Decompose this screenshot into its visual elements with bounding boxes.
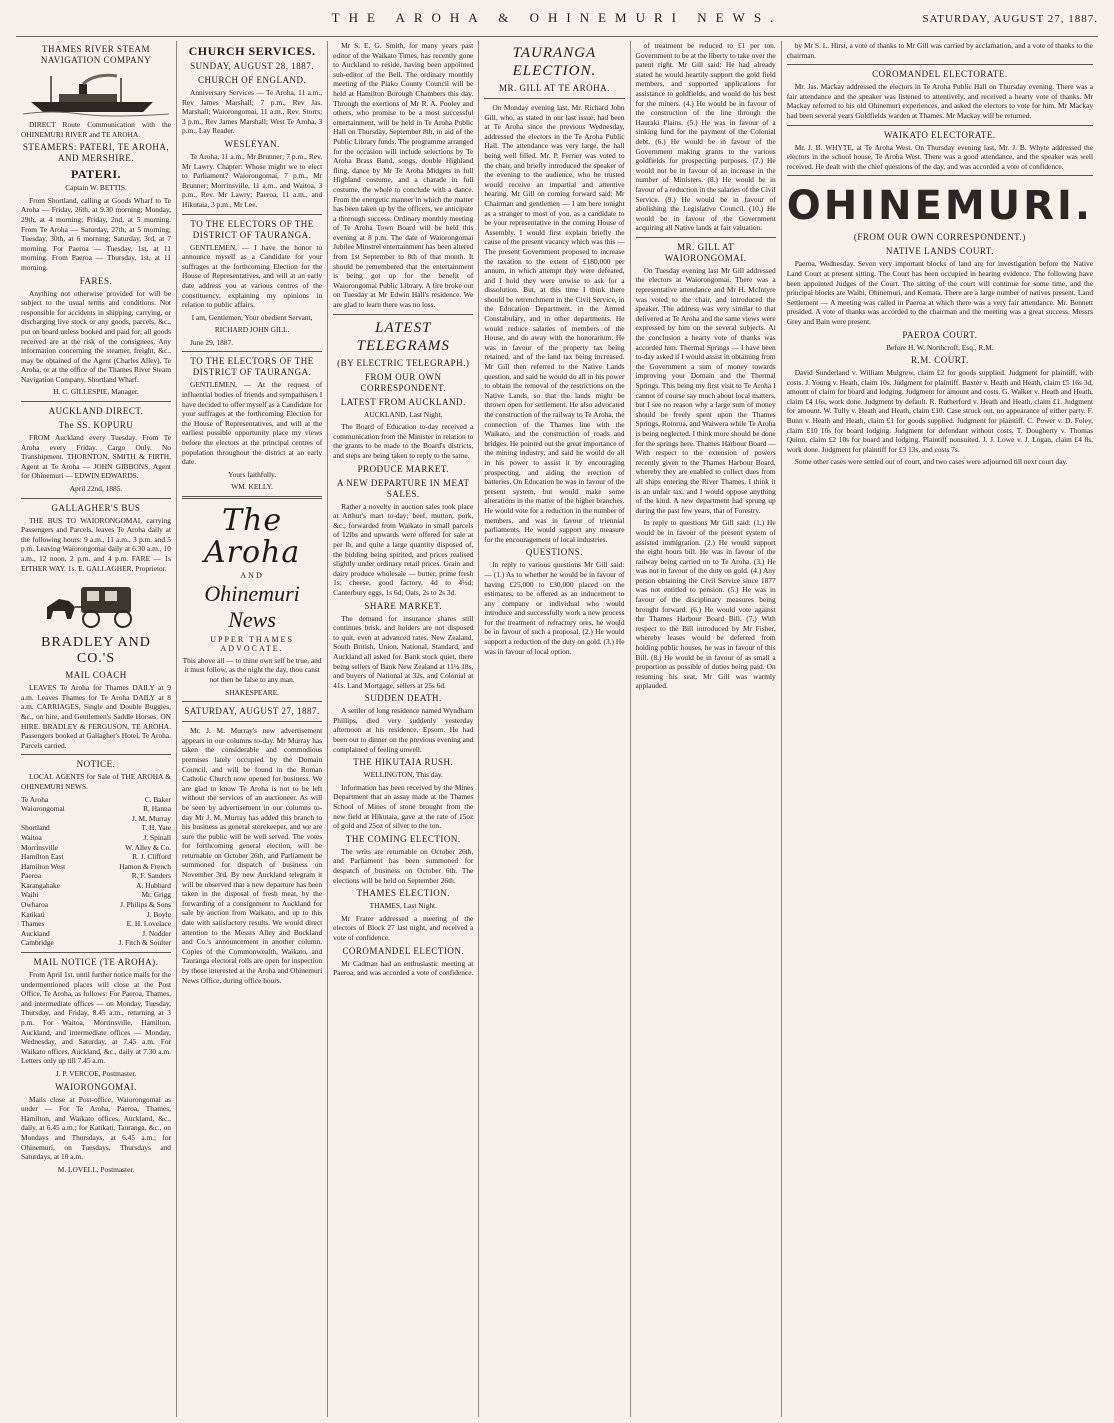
agent-name: T. H. Yate bbox=[141, 823, 171, 833]
rm-court-body: David Sunderland v. William Mulgrew, claim £2 for goods supplied. Judgment for plaintiff, with costs. J. Young v. Heath, claim 10s. Judgment for plaintiff. Baxter v. Heath and Heath, claim £5 16s 3d, amount of claim for board and lodging. Judgment for amount and costs. G. Walker v. Heath and Heath, claim £4 16s, work done. Judgment by default. R. Rutherford v. Heath and Heath, claim £1. Judgment for amount. W. Tully v. Heath and Heath, claim £10. Case struck out, no appearance of either party. F. Bunn v. Heath and Heath, claim £1 for goods supplied. Judgment for plaintiff. C. Power v. D. Foley, claim £10 10s for board lodging. Judgment for defendant without costs. T. Dougherty v. Thomas Quinn, claim £2 10s for board and lodging. Plaintiff nonsuited. J. J. Lowe v. J. Logan, claim £4 8s, work done. Judgment for plaintiff for £3 13s, and costs 7s. bbox=[786, 368, 1094, 454]
nameplate-the-aroha: The Aroha bbox=[203, 503, 301, 570]
gill-waiorongomai-body: On Tuesday evening last Mr Gill addressed the electors at Waiorongomai. There was a representative attendance and Mr H. McIntyre was voted to the chair, and introduced the speaker. The address was very similar to that delivered at Te Aroha and the same views were expressed by him on the several subjects. At the conclusion a hearty vote of thanks was accorded him. Thermal Springs — I have been to-day asked if I would assist in obtaining from the Government a sum of money towards improving your Domain and the Thermal Springs. This being my first visit to Te Aroha I cannot of course say much about local matters, but I see no reason why a large sum of money should be freely spent upon the Thames Springs, Rotorua, and Waiwera while Te Aroha is being neglected. I think more should be done for the springs here. Thames Harbour Board — With respect to the extension of powers recently given to the Thames Harbour Board, whereby they are enabled to collect dues from all ships entering the River Thames, I think it is an unfair tax, and I would oppose anything of the kind. A new department had sprung up during the past few years, that of Forestry. bbox=[635, 265, 776, 515]
bradley-sub: MAIL COACH bbox=[65, 670, 127, 681]
bradley-heading: BRADLEY AND CO.'S bbox=[41, 635, 151, 667]
column-3 bbox=[328, 41, 479, 1417]
nameplate-ohinemuri-news: Ohinemuri News bbox=[204, 580, 300, 632]
agent-row bbox=[21, 833, 171, 843]
paeroa-court-heading: PAEROA COURT. bbox=[902, 329, 978, 340]
electors-sign-1: RICHARD JOHN GILL. bbox=[214, 325, 290, 335]
auckland-ship: The SS. KOPURU bbox=[58, 420, 134, 431]
divider bbox=[787, 175, 1093, 176]
mail-heading: MAIL NOTICE (TE AROHA). bbox=[33, 957, 159, 968]
agent-place: Hamilton West bbox=[21, 861, 66, 871]
electors-heading-1: TO THE ELECTORS OF THE DISTRICT OF TAURANGA. bbox=[190, 218, 314, 240]
hikutaia-body: Information has been received by the Mines Department that an assay made at the Thames School of Mines of stone brought from the new field at Hikutaia, gave at the rate of 15oz of gold and 25oz of silver to the ton. bbox=[333, 782, 474, 831]
election-heading: THE COMING ELECTION. bbox=[345, 833, 461, 844]
nameplate-motto-source: SHAKESPEARE. bbox=[225, 687, 280, 697]
agent-row bbox=[21, 890, 171, 900]
divider bbox=[182, 214, 322, 215]
electors-sign-2: WM. KELLY. bbox=[231, 482, 273, 492]
agent-row bbox=[21, 929, 171, 939]
native-lands-body: Paeroa, Wednesday. Seven very important blocks of land are for investigation before the Native Land Court at present sitting. The Court has been occupied in hearing evidence. The following have been appointed Judges of the Court. The sitting of the court will continue for some time, and the principal blocks are Waihi, Ohinemuri, and Komata. There are a large number of natives present. Land Settlement — A meeting was called in Paeroa at which there was a very fair attendance. Mr. Bennett presided. A vote of thanks was accorded to the chairman and the meeting was a great success. Messrs Grey and Bain were present. bbox=[786, 259, 1094, 326]
death-heading: SUDDEN DEATH. bbox=[364, 693, 442, 704]
electors-body-1: GENTLEMEN, — I have the honor to announce myself as a Candidate for your suffrages at the forthcoming Election for the House of Representatives, and will at an early date address you at various centres of the constituency, explaining my opinions in relation to public affairs. bbox=[182, 242, 323, 310]
column-5 bbox=[631, 41, 782, 1417]
questions-body: In reply to various questions Mr Gill said: — (1.) As to whether he would be in favour of having £25,000 to £30,000 placed on the estimates, to be offered as an inducement to any company or individual who would introduce and successfully work a new process for the treatment of refractory ores, he would be in favour of such a proposal. (2.) He would support a reduction of the duty on gold. (3.) He was in favour of local option. bbox=[484, 560, 625, 656]
column-6 bbox=[782, 41, 1098, 1417]
divider bbox=[182, 701, 322, 702]
masthead bbox=[16, 10, 1098, 37]
agent-name: Mr. Grigg bbox=[141, 890, 171, 900]
ohinemuri-heading: OHINEMURI. bbox=[786, 183, 1094, 230]
divider bbox=[21, 401, 171, 402]
agent-row bbox=[21, 795, 171, 805]
church-date: SUNDAY, AUGUST 28, 1887. bbox=[190, 61, 315, 71]
share-heading: SHARE MARKET. bbox=[364, 600, 443, 611]
produce-sub: A NEW DEPARTURE IN MEAT SALES. bbox=[337, 477, 470, 499]
waiorongomai-heading: WAIORONGOMAI. bbox=[55, 1081, 137, 1092]
native-lands-heading: NATIVE LANDS COURT. bbox=[885, 246, 994, 257]
agent-row bbox=[21, 938, 171, 948]
continued-body: of treatment be reduced to £1 per ton. Government to be at the liberty to take over the patent right. Mr Gill said: He had already stated he would heartily support the gold field members, and supported applications for assistance to goldfields, and would do his best for the miners. (4.) He would be in favour of the construction of the line through the Hauraki Plains. (5.) He was in favour of a sinking fund for the payment of the Colonial debt. (6.) He would be in favour of the Government making grants to the various goldfields for prospecting purposes. (7.) He would not be in favour of an increase in the number of Ministers. (8.) He would be in favour of a reduction in the salaries of the Civil Service. (9.) He would be in favour of abolishing the Legislative Council. (10.) He would be in favour of the Government acquiring all Native lands at fair valuation. bbox=[635, 41, 776, 233]
local-news-body: Mr S. E. G. Smith, for many years past editor of the Waikato Times, has recently gone to Auckland to reside, having been appointed sub-editor of the Bell. The ordinary monthly meeting of the Piako County Council will be held at Hamilton Borough Chambers this day. Through the exertions of Mr R. A. Pooley and others, who promise to be a most successful entertainment, will be held in Te Aroha Public Hall on Thursday, September 8th, in aid of the Public Library funds. The programme arranged for the occasion will include selections by Te Aroha Brass Band, songs, double Highland fling, dance by Mr Te Aroha Midgets in full Highland costume, and a charade in full costume, the whole to conclude with a dance. From the energetic manner in which the matter has been taken up by the officers, we anticipate a thorough success. Ordinary monthly meeting of Te Aroha Town Board will be held this evening at 8 p.m. The date of Waiorongomai Jubilee Minstrel entertainment has been altered from 1st September to 8th of that month. It should be remembered that the entertainment is being got up for the benefit of Waiorongomai Public Library. A fire broke out on Tuesday at Mr Edwin Hall's residence. We are glad to learn there was no loss. bbox=[333, 41, 474, 310]
church-heading: CHURCH SERVICES. bbox=[188, 44, 316, 58]
notice-heading: NOTICE. bbox=[76, 759, 116, 770]
pateri-captain: Captain W. BETTIS. bbox=[65, 183, 127, 193]
questions-heading: QUESTIONS. bbox=[525, 547, 584, 558]
agent-name: R. J. Clifford bbox=[132, 852, 171, 862]
divider bbox=[182, 721, 322, 722]
nameplate-motto: This above all — to thine own self be true, and it must follow, as the night the day, thou canst not then be false to any man. bbox=[182, 655, 322, 684]
columns bbox=[16, 41, 1098, 1417]
agent-row bbox=[21, 862, 171, 872]
agent-row bbox=[21, 871, 171, 881]
divider bbox=[787, 64, 1093, 65]
fares-heading: FARES. bbox=[79, 275, 113, 286]
share-body: The demand for insurance shares still continues brisk, and holders are not disposed to quit, even at advanced rates. New Zealand, South British, Union, National, Standard, and Auckland all asked for. Bank stock quiet, there being sellers of Bank New Zealand at 11½ 18s, and buyers of National at 32s, and Colonial at 41s. Land Mortgage, sellers at 25s 6d. bbox=[333, 613, 474, 690]
mail-body: From April 1st, until further notice mails for the undermentioned places will close at the Post Office, Te Aroha, as follows: For Paeroa, Thames, and intermediate offices — on Monday, Tuesday, Thursday, and Friday, 8.45 a.m., returning at 3 p.m. For Waitoa, Morrinsville, Hamilton, Auckland, and intermediate offices — Monday, Wednesday, and Saturday, at 7.45 a.m. For Waikato offices, Auckland, &c., daily at 7.30 a.m. Letters only up till 7.45 a.m. bbox=[21, 970, 171, 1066]
produce-body: Rather a novelty in auction sales took place at Arthur's mart to-day; beef, mutton, pork, &c., forwarded from Waikato in small parcels of 12lbs and upwards were offered for sale at per lb, and quite a large quantity disposed of, the bidding being spirited, and prices realised slightly under ordinary retail prices. Grain and dairy produce wholesale — butter, prime fresh 1s; cheese, good factory, 4d to 4½d; Canterbury eggs, 1s 6d; Oats, 2s to 2s 3d. bbox=[333, 501, 474, 597]
death-body: A settler of long residence named Wyndham Phillips, died very suddenly yesterday afternoon at his residence, Epsom. He had been out to dinner on the previous evening and complained of feeling unwell. bbox=[333, 706, 474, 754]
rm-court-close: Some other cases were settled out of court, and two cases were adjourned till next court day. bbox=[794, 457, 1068, 467]
divider bbox=[21, 498, 171, 499]
electors-close-2: Yours faithfully, bbox=[228, 469, 277, 479]
nameplate bbox=[182, 505, 322, 654]
tauranga-election-heading: TAURANGA ELECTION. bbox=[512, 45, 597, 79]
electors-heading-2: TO THE ELECTORS OF THE DISTRICT OF TAURANGA. bbox=[190, 356, 314, 378]
agent-name: J. Boyle bbox=[146, 909, 171, 919]
nameplate-date: SATURDAY, AUGUST 27, 1887. bbox=[184, 706, 320, 717]
agent-name: J. Spinall bbox=[143, 832, 171, 842]
divider bbox=[787, 125, 1093, 126]
steamship-illustration bbox=[21, 70, 171, 116]
divider bbox=[636, 237, 776, 238]
gill-waiorongomai-close: In reply to questions Mr Gill said: (1.) He would be in favour of the present system of assisted immigration. (2.) He would support the eight hours bill. He was in favour of the railway being carried on to Te Aroha. (3.) He was not in favour of the duty on gold. (4.) Any person obtaining the Civil Service since 1877 was not entitled to pension. (5.) He was in favour of the disciplinary measures being brought forward. (6.) He would vote against the Thames Harbour Board Bill. (7.) With respect to the Bill introduced by Mr Fisher, whereby leases would be deferred from holding public houses, he was in favour of this Bill. (8.) He would be in favour of as small a proportion as possible of duties being paid. On resuming his seat, Mr Gill was warmly applauded. bbox=[635, 518, 776, 691]
agent-place: Thames bbox=[21, 919, 45, 929]
wesleyan-heading: WESLEYAN. bbox=[224, 138, 280, 149]
produce-heading: PRODUCE MARKET. bbox=[357, 463, 449, 474]
divider bbox=[484, 98, 624, 99]
hikutaia-heading: THE HIKUTAIA RUSH. bbox=[353, 757, 454, 768]
paeroa-court-body: Before H. W. Northcroft, Esq., R.M. bbox=[886, 342, 994, 352]
editorial-body: Mr. J. M. Murray's new advertisement appears in our columns to-day. Mr Murray has taken the considerable and commodious premises lately occupied by the Domain Council, and will be found in the Roman Catholic Church now opened for business. We are glad to know Te Aroha is not to be left without the services of an auctioneer. As will be seen by advertisement in our columns to-day Mr J. M. Murray has added this branch to his business as general storekeeper, and we are sure the public will be well served. The votes for forthcoming general election, will be returnable on October 26th, and Parliament be summoned for dispatch of business on November 3rd. By new Auckland telegram it will be observed that a new departure has been taken in the disposal of fresh meat, by the forwarding of a consignment to Auckland for sale by auction from Waikato, and up to this date with satisfactory results. We would direct attention to the Messrs Alley and Buckland and Co.'s announcement in another column. Copies of the Commonwealth, Waikato, and Tauranga electoral rolls are open for inspection by those interested at the Aroha and Ohinemuri News Office, during office hours. bbox=[182, 726, 323, 985]
gill-waiorongomai-heading: MR. GILL AT WAIORONGOMAI. bbox=[664, 241, 747, 263]
agent-name: C. Baker bbox=[144, 794, 171, 804]
agent-name: J. M. Murray bbox=[131, 813, 171, 823]
column-1 bbox=[16, 41, 177, 1417]
agent-place: Karangahake bbox=[21, 880, 60, 890]
agent-row bbox=[21, 900, 171, 910]
electors-date-1: June 29, 1887. bbox=[190, 337, 234, 347]
coromandel-body: Mr Cadman had an enthusiastic meeting at Paeroa, and was accorded a vote of confidence. bbox=[333, 958, 474, 978]
fares-note: Anything not otherwise provided for will be subject to the usual terms and conditions. Not responsible for accidents in shipping, carrying, or discharging live stock or any goods, parcels, &c., put on board unless booked and paid for; all goods received are at the risk of the consignees. Any information concerning the steamer, freight, &c., may be obtained of the Agent (Charles Alley), Te Aroha, or at the office of the Thames River Steam Navigation Company, Shortland Wharf. bbox=[21, 288, 171, 384]
fares-sign: H. C. GILLESPIE, Manager. bbox=[53, 387, 139, 397]
rm-court-heading: R.M. COURT. bbox=[910, 355, 969, 366]
agent-name: Hamon & French bbox=[119, 861, 171, 871]
agents-list bbox=[21, 795, 171, 949]
waikato-electorate-body: Mr. J. B. WHYTE, at Te Aroha West. On Thursday evening last, Mr. J. B. Whyte addressed the electors in the school house, Te Aroha West. There was a good attendance, and the speaker was well received. He dealt with the chief questions of the day, and was accorded a vote of confidence. bbox=[786, 142, 1094, 171]
mail-sign: J. P. VERCOE, Postmaster. bbox=[55, 1068, 137, 1078]
agent-place: Paeroa bbox=[21, 871, 42, 881]
bus-heading: GALLAGHER'S BUS bbox=[51, 502, 141, 513]
tauranga-election-body: On Monday evening last, Mr. Richard John Gill, who, as stated in our last issue, had been at Te Aroha since the previous Wednesday, addressed the electors in the Te Aroha Public Hall. The attendance was very large, the hall being well filled. Mr. P. Ferrier was voted to the chair, and briefly introduced the speaker of the evening to the audience, who he trusted would receive an impartial and attentive hearing. Mr Gill on coming forward said: Mr Chairman and gentlemen — I am here tonight as a stranger to most of you, as a candidate to be your representative in the coming House of Assembly. I would first explain briefly the cause of the present vacancy which was this — The present Government proposed to increase the taxation to the extent of £180,000 per annum, in which attempt they were defeated, and I hold they were unwise to ask for a dissolution. But, at this time I think there should be retrenchment in the Civil Service, in the Education Department, in the Armed Constabulary, and in other departments. He would reduce salaries of members of the House, and do away with the honorarium. He was in favour of the property tax being retained, and of the land tax being increased. Mr Gill then referred to the Native Lands question, and said he would do all in his power to obtain the removal of the restrictions on the Native Lands, so that the lands might be thrown open for settlement. He also advocated the construction of the railway to Te Aroha, the connection of the Thames line with the Waikato, and the construction of roads and bridges. He pointed out the great importance of the mining industry, and said he would do all in his power to assist it by encouraging prospecting, and aiding the erection of batteries. On Education he was in favour of the present system, but would make some alterations in the matter of the higher branches. He would vote for a reduction in the number of members, and was in favour of triennial parliaments. He would support any measure for the encouragement of local industries. bbox=[484, 103, 625, 544]
latest-telegrams-source: FROM OUR OWN CORRESPONDENT. bbox=[360, 371, 447, 393]
latest-dateline: AUCKLAND, Last Night. bbox=[364, 409, 443, 419]
agent-place: Katikati bbox=[21, 909, 45, 919]
agent-place: Morrinsville bbox=[21, 842, 58, 852]
agent-row bbox=[21, 843, 171, 853]
coromandel-heading: COROMANDEL ELECTION. bbox=[342, 945, 465, 956]
agent-name: R. F. Sanders bbox=[131, 871, 171, 881]
hikutaia-dateline: WELLINGTON, This day. bbox=[363, 770, 443, 780]
agent-name: R. Hanna bbox=[143, 804, 171, 814]
agent-row bbox=[21, 852, 171, 862]
agent-name: J. Fitch & Soulter bbox=[118, 938, 171, 948]
agent-place: Cambridge bbox=[21, 938, 54, 948]
auckland-body: FROM Auckland every Tuesday. From Te Aroha every Friday. Cargo Only. No Transhipment. THORNTON, SMITH & FIRTH, Agent at Te Aroha — JOHN GIBBONS. Agent for Ohinemuri — EDWIN EDWARDS. bbox=[21, 433, 171, 481]
latest-body: The Board of Education to-day received a communication from the Minister in relation to the grants to be made to the Board's districts, and steps are being taken to reply to the same. bbox=[333, 422, 474, 460]
mail-coach-illustration bbox=[41, 577, 151, 631]
agent-name: J. Philips & Sons bbox=[120, 900, 171, 910]
column-4 bbox=[479, 41, 630, 1417]
agent-place: Waitoa bbox=[21, 832, 42, 842]
latest-telegrams-heading: LATEST TELEGRAMS bbox=[356, 319, 450, 354]
coromandel-electorate-heading: COROMANDEL ELECTORATE. bbox=[872, 69, 1008, 80]
auckland-date: April 22nd, 1885. bbox=[69, 484, 123, 494]
agent-place: Auckland bbox=[21, 928, 50, 938]
electors-body-2: GENTLEMEN, — At the request of influential bodies of friends and sympathisers I have decided to offer myself as a Candidate for your suffrages at the forthcoming Election for the House of Representatives, and will at the earliest possible opportunity place my views before the electors at the principal centres of population throughout the district at an early date. bbox=[182, 380, 323, 467]
auckland-heading: AUCKLAND DIRECT. bbox=[48, 406, 144, 417]
thames-sub: THAMES, Last Night. bbox=[369, 901, 437, 911]
election-body: The writs are returnable on October 26th, and Parliament has been summoned for despatch of business on October 6th. The elections will be held on September 26th. bbox=[333, 846, 474, 885]
wesleyan-body: Te Aroha, 11 a.m., Mr Brunner; 7 p.m., Rev. Mr Lawry. Chapter: Whose might we to elect to Parliament? Waiorongomai, 7 p.m., Mr Brunner; Morrinsville, 11 a.m., and Waitoa, 3 p.m., Rev. Mr Lawry; Paeroa, 11 a.m., and Hikutaia, 3 p.m., Mr Lee. bbox=[182, 151, 323, 209]
tauranga-election-sub: MR. GILL AT TE AROHA. bbox=[499, 83, 610, 93]
thames-body: Mr Frater addressed a meeting of the electors of Block 27 last night, and received a vote of confidence. bbox=[333, 913, 474, 942]
agent-place: Hamilton East bbox=[21, 852, 64, 862]
latest-from-auckland: LATEST FROM AUCKLAND. bbox=[340, 396, 466, 407]
latest-telegrams-sub: (BY ELECTRIC TELEGRAPH.) bbox=[337, 357, 470, 368]
steam-heading: THAMES RIVER STEAM NAVIGATION COMPANY bbox=[40, 44, 152, 65]
waiorongomai-body: Mails close at Post-office, Waiorongomai as under — For Te Aroha, Paeroa, Thames, Hamilton, and Waikato offices, Auckland, &c., daily, at 6.45 a.m.; for Katikati, Tauranga, &c., on Mondays and Thursdays, at 6.45 a.m.; for Ohinemuri, on Tuesdays, Thursdays and Saturdays, at 10 a.m. bbox=[21, 1094, 171, 1162]
agent-row bbox=[21, 804, 171, 814]
agent-name: J. Nodder bbox=[142, 928, 171, 938]
bus-body: THE BUS TO WAIORONGOMAI, carrying Passengers and Parcels, leaves Te Aroha daily at the following hours: 9 a.m., 11 a.m., 3 p.m. and 5 p.m. Leaving Waiorongomai daily at 6.30 a.m., 10 a.m., 12 noon, 2 p.m. and 4 p.m. FARE — 1s EITHER WAY. 1s. E. GALLAGHER, Proprietor. bbox=[21, 515, 171, 573]
masthead-title: THE AROHA & OHINEMURI NEWS. bbox=[331, 10, 783, 25]
nameplate-subtitle: UPPER THAMES ADVOCATE. bbox=[210, 634, 294, 654]
masthead-date: SATURDAY, AUGUST 27, 1887. bbox=[922, 13, 1098, 25]
divider bbox=[21, 754, 171, 755]
vote-thanks-body: by Mr S. L. Hirst, a vote of thanks to Mr Gill was carried by acclamation, and a vote of thanks to the chairman. bbox=[786, 41, 1094, 60]
waikato-electorate-heading: WAIKATO ELECTORATE. bbox=[884, 129, 996, 140]
bradley-body: LEAVES Te Aroha for Thames DAILY at 9 a.m. Leaves Thames for Te Aroha DAILY at 8 a.m. CARRIAGES, Single and Double Buggies, &c., on hire, and Gentlemen's Saddle Horses, ON HIRE. BRADLEY & FERGUSON, TE AROHA. Passengers booked at Gallagher's Hotel, Te Aroha. Parcels carried. bbox=[21, 683, 171, 750]
agent-row bbox=[21, 823, 171, 833]
column-2 bbox=[177, 41, 328, 1417]
ohinemuri-source: (FROM OUR OWN CORRESPONDENT.) bbox=[853, 232, 1026, 243]
agent-name: W. Alley & Co. bbox=[125, 842, 171, 852]
england-body: Anniversary Services — Te Aroha, 11 a.m., Rev James Marshall; 7 p.m., Rev Jas. Marshall; Waiorongomai, 11 a.m., Rev. Storrs; 3 p.m., Rev James Marshall; West Te Aroha, 3 p.m., Lay Reader. bbox=[182, 88, 323, 136]
agent-row bbox=[21, 881, 171, 891]
coromandel-electorate-body: Mr. Jas. Mackay addressed the electors in Te Aroha Public Hall on Thursday evening. There was a fair attendance and the speaker was listened to attentively, and received a hearty vote of thanks. Mr Mackay referred to his old Ohinemuri experiences, and asked the electors to vote for him. Mr Mackay had been several years Goldfields warden at Thames. Mr Mackay will be returned. bbox=[786, 82, 1094, 120]
electors-close-1: I am, Gentlemen, Your obedient Servant, bbox=[191, 312, 313, 322]
agent-row bbox=[21, 814, 171, 824]
divider bbox=[21, 952, 171, 953]
agent-place: Owharoa bbox=[21, 900, 49, 910]
agent-name: A. Hubbard bbox=[136, 880, 171, 890]
divider bbox=[182, 496, 322, 499]
agent-name: E. H. Lovelace bbox=[126, 919, 171, 929]
nameplate-and: AND bbox=[240, 571, 264, 580]
notice-body: LOCAL AGENTS for Sale of THE AROHA & OHINEMURI NEWS. bbox=[21, 772, 171, 791]
steam-body: DIRECT Route Communication with the OHINEMURI RIVER and TE AROHA. bbox=[21, 120, 171, 139]
pateri-body: From Shortland, calling at Goods Wharf to Te Aroha — Friday, 26th, at 9.30 morning; Monday, 29th, at 4 morning; Friday, 2nd, at 5 morning. From Te Aroha — Saturday, 27th, at 5 morning; Tuesday, 30th, at 6 morning; Saturday, 3rd, at 7 morning. For Paeroa — Tuesday, 1st, at 11 morning. From Paeroa — Thursday, 1st, at 11 morning. bbox=[21, 195, 171, 272]
england-heading: CHURCH OF ENGLAND. bbox=[197, 75, 307, 85]
agent-place: Waihi bbox=[21, 890, 39, 900]
divider bbox=[333, 314, 473, 315]
agent-place: Te Aroha bbox=[21, 794, 49, 804]
agent-row bbox=[21, 919, 171, 929]
agent-place: Shortland bbox=[21, 823, 50, 833]
agent-place: Waiorongomai bbox=[21, 804, 65, 814]
waiorongomai-sign: M. LOVELL, Postmaster. bbox=[57, 1164, 135, 1174]
steamers-heading: STEAMERS: PATERI, TE AROHA, AND MERSHIRE. bbox=[22, 142, 170, 164]
divider bbox=[182, 351, 322, 352]
thames-heading: THAMES ELECTION. bbox=[356, 888, 450, 899]
pateri-heading: PATERI. bbox=[70, 167, 122, 182]
agent-row bbox=[21, 910, 171, 920]
